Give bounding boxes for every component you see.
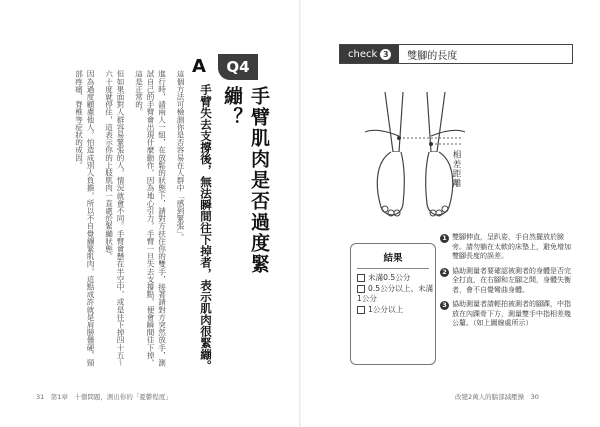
checkbox-icon[interactable]	[357, 274, 365, 282]
result-option[interactable]: 0.5公分以上、未滿1公分	[357, 283, 434, 303]
step-item	[440, 267, 574, 296]
check-header	[339, 44, 573, 64]
page-gutter	[299, 0, 301, 427]
paragraph: 但如果面對人群容易緊張的人，情況就會不同。手臂會懸在半空中，或是往下掉四十五～六十度就停住，這表示你的上肢肌肉一直處於緊繃狀態。	[104, 70, 125, 367]
checkbox-icon[interactable]	[357, 285, 365, 293]
result-divider	[357, 268, 429, 269]
step-item	[440, 300, 574, 329]
check-word: check	[348, 48, 378, 60]
body-text	[38, 70, 186, 370]
result-title: 結果	[383, 253, 403, 264]
step-number: 1	[440, 234, 449, 243]
answer-badge: A	[192, 56, 206, 77]
step-number: 3	[440, 301, 449, 310]
result-box	[350, 243, 436, 365]
check-label	[340, 45, 399, 63]
result-option[interactable]: 1公分以上	[351, 305, 435, 316]
check-number: 3	[380, 49, 391, 60]
paragraph: 因為過度顧慮他人，怕造成別人負擔，所以不自覺繃緊肌肉，這點成許就是肩膀僵硬、頸部疼痛、脊椎等症狀的成因。	[74, 70, 95, 367]
question-title: 手臂肌肉是否過度緊繃？	[221, 86, 270, 275]
feet-illustration	[345, 92, 485, 222]
paragraph: 進行時，請兩人一組，在放鬆的狀態下，請對方扶住你的雙手，接著請對方突然放手，測試自己的手臂會出現什麼動作，因為地心引力，手臂一旦失去支撐點，便會瞬間往下掉，這是正常的。	[134, 70, 167, 367]
left-footer: 31 第1章 十個問題，測出你的「憂鬱程度」	[36, 393, 172, 401]
step-item	[440, 233, 574, 262]
checkbox-icon[interactable]	[357, 306, 365, 314]
steps-list	[440, 233, 574, 334]
illustration-label: 相差距離	[451, 150, 461, 188]
result-option[interactable]: 未滿0.5公分	[351, 273, 435, 284]
paragraph: 這個方法可檢測你是否容易在人群中「感到緊張」。	[176, 70, 185, 241]
check-title: 雙腳的長度	[407, 50, 458, 62]
right-footer: 改變2萬人的腦部減壓操 30	[455, 393, 539, 401]
step-text: 協助測量者請輕拍被測者的腳踝，中指放在內踝骨下方，測量雙手中指相差幾公釐。（如上圖線處所示）	[452, 300, 571, 327]
answer-summary: 手臂失去支撐後，無法瞬間往下掉者，表示肌肉很緊繃。	[199, 84, 213, 372]
step-text: 雙腳伸直，呈趴姿，手自然擺放於臉旁。請勿躺在太軟的床墊上，避免增加雙腳長度的誤差。	[452, 233, 571, 260]
step-number: 2	[440, 268, 449, 277]
step-text: 協助測量者要確認被測者的身體是否完全打直，在右腳和左腳之間，身體失衡者，會不自覺彎曲身體。	[452, 266, 571, 294]
question-badge: Q4	[218, 54, 258, 80]
